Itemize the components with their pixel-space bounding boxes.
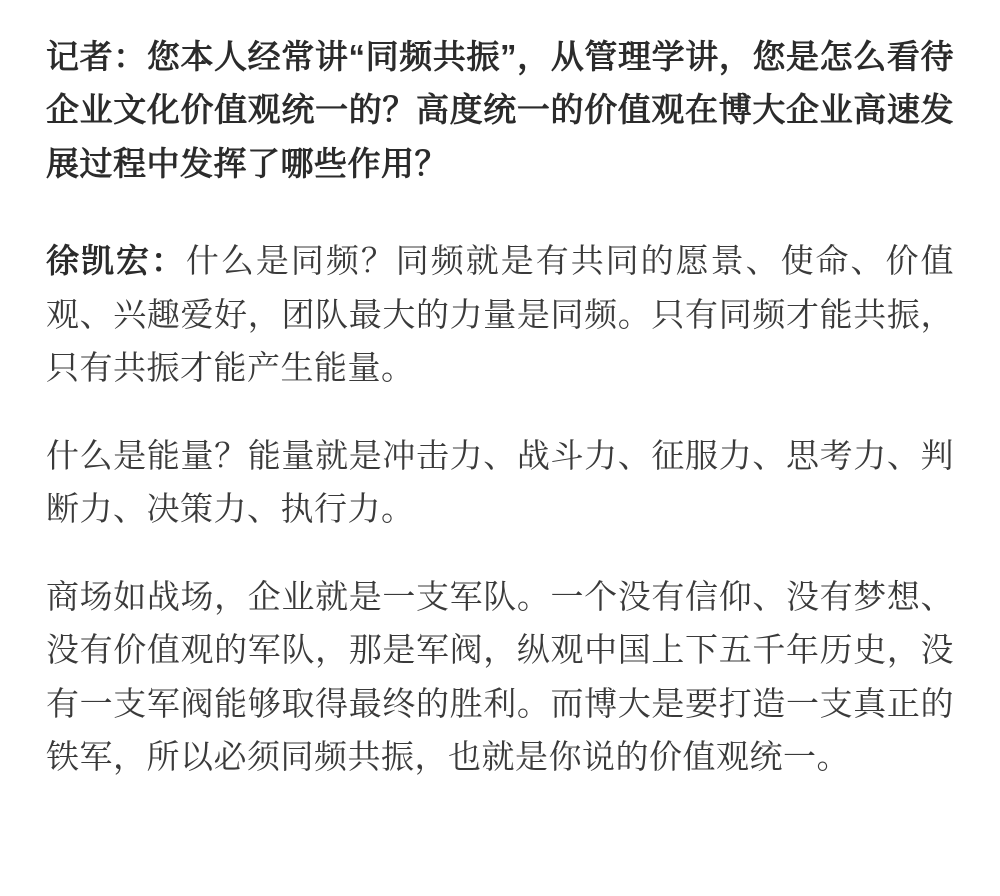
interview-answer-paragraph-3: 商场如战场，企业就是一支军队。一个没有信仰、没有梦想、没有价值观的军队，那是军阀，纵观中国上下五千年历史，没有一支军阀能够取得最终的胜利。而博大是要打造一支真正的铁军，所以必须同频共振，也就是你说的价值观统一。 xyxy=(46,577,954,775)
interview-question-paragraph: 记者：您本人经常讲“同频共振”，从管理学讲，您是怎么看待企业文化价值观统一的？高度统一的价值观在博大企业高速发展过程中发挥了哪些作用？ xyxy=(46,38,954,182)
speaker-name: 徐凯宏： xyxy=(46,242,186,280)
interview-answer-paragraph-2: 什么是能量？能量就是冲击力、战斗力、征服力、思考力、判断力、决策力、执行力。 xyxy=(46,436,954,528)
interview-answer-paragraph-1: 徐凯宏：什么是同频？同频就是有共同的愿景、使命、价值观、兴趣爱好，团队最大的力量是同频。只有同频才能共振，只有共振才能产生能量。 xyxy=(46,242,955,387)
